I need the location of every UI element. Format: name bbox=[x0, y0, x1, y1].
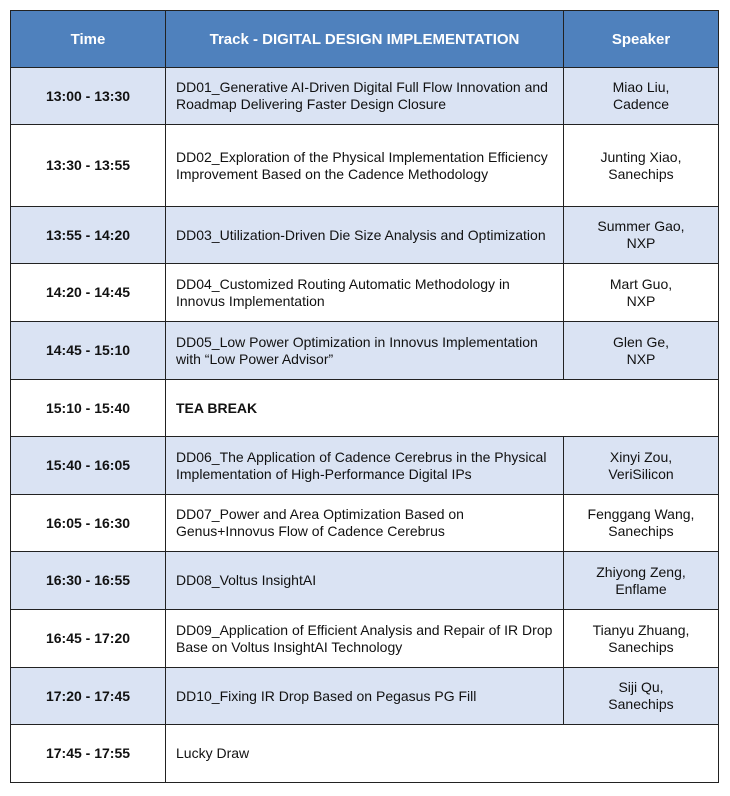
speaker-name: Tianyu Zhuang, bbox=[592, 621, 690, 638]
speaker-org: Sanechips bbox=[608, 696, 674, 712]
session-speaker bbox=[564, 207, 719, 264]
table-row bbox=[11, 610, 719, 668]
session-title: DD08_Voltus InsightAI bbox=[166, 552, 564, 610]
speaker-name: Miao Liu, bbox=[612, 79, 670, 95]
session-title: DD09_Application of Efficient Analysis and Repair of IR Drop Base on Voltus InsightAI Technology bbox=[166, 610, 564, 668]
header-row bbox=[11, 11, 719, 68]
break-label: TEA BREAK bbox=[166, 380, 719, 437]
table-row bbox=[11, 322, 719, 380]
session-time: 16:30 - 16:55 bbox=[11, 552, 166, 610]
table-row bbox=[11, 437, 719, 495]
session-speaker bbox=[564, 495, 719, 552]
session-speaker bbox=[564, 668, 719, 725]
session-title: DD06_The Application of Cadence Cerebrus in the Physical Implementation of High-Performance Digital IPs bbox=[166, 437, 564, 495]
table-row bbox=[11, 264, 719, 322]
table-row bbox=[11, 552, 719, 610]
speaker-name: Summer Gao, bbox=[597, 218, 685, 234]
speaker-name: Zhiyong Zeng, bbox=[596, 563, 686, 580]
session-time: 15:40 - 16:05 bbox=[11, 437, 166, 495]
speaker-org: Enflame bbox=[615, 580, 667, 597]
session-time: 13:30 - 13:55 bbox=[11, 125, 166, 207]
session-speaker bbox=[564, 125, 719, 207]
session-time: 15:10 - 15:40 bbox=[11, 380, 166, 437]
session-time: 13:00 - 13:30 bbox=[11, 68, 166, 125]
header-track: Track - DIGITAL DESIGN IMPLEMENTATION bbox=[166, 11, 564, 68]
speaker-name: Fenggang Wang, bbox=[587, 506, 695, 522]
agenda-table bbox=[10, 10, 719, 783]
session-title: DD02_Exploration of the Physical Implementation Efficiency Improvement Based on the Cadence Methodology bbox=[166, 125, 564, 207]
speaker-name: Siji Qu, bbox=[618, 679, 664, 695]
session-speaker bbox=[564, 322, 719, 380]
table-row bbox=[11, 125, 719, 207]
speaker-org: Cadence bbox=[612, 96, 670, 112]
session-time: 14:45 - 15:10 bbox=[11, 322, 166, 380]
session-speaker bbox=[564, 610, 719, 668]
table-row bbox=[11, 207, 719, 264]
table-row bbox=[11, 380, 719, 437]
speaker-name: Glen Ge, bbox=[612, 333, 670, 350]
session-title: DD10_Fixing IR Drop Based on Pegasus PG Fill bbox=[166, 668, 564, 725]
session-time: 16:45 - 17:20 bbox=[11, 610, 166, 668]
table-row bbox=[11, 725, 719, 783]
header-time: Time bbox=[11, 11, 166, 68]
session-title: DD03_Utilization-Driven Die Size Analysis and Optimization bbox=[166, 207, 564, 264]
table-row bbox=[11, 68, 719, 125]
speaker-org: Sanechips bbox=[608, 523, 674, 539]
speaker-name: Junting Xiao, bbox=[600, 148, 682, 165]
closing-label: Lucky Draw bbox=[166, 725, 719, 783]
speaker-name: Mart Guo, bbox=[609, 275, 673, 292]
session-time: 17:45 - 17:55 bbox=[11, 725, 166, 783]
session-speaker bbox=[564, 552, 719, 610]
session-title: DD04_Customized Routing Automatic Methodology in Innovus Implementation bbox=[166, 264, 564, 322]
session-time: 14:20 - 14:45 bbox=[11, 264, 166, 322]
session-time: 17:20 - 17:45 bbox=[11, 668, 166, 725]
session-speaker bbox=[564, 437, 719, 495]
header-speaker: Speaker bbox=[564, 11, 719, 68]
session-time: 16:05 - 16:30 bbox=[11, 495, 166, 552]
speaker-org: VeriSilicon bbox=[608, 465, 674, 482]
session-title: DD05_Low Power Optimization in Innovus Implementation with “Low Power Advisor” bbox=[166, 322, 564, 380]
speaker-name: Xinyi Zou, bbox=[609, 448, 673, 465]
session-speaker bbox=[564, 68, 719, 125]
speaker-org: Sanechips bbox=[608, 638, 674, 655]
speaker-org: NXP bbox=[626, 350, 656, 367]
session-speaker bbox=[564, 264, 719, 322]
session-time: 13:55 - 14:20 bbox=[11, 207, 166, 264]
speaker-org: Sanechips bbox=[608, 165, 674, 182]
speaker-org: NXP bbox=[626, 292, 656, 309]
speaker-org: NXP bbox=[626, 235, 656, 251]
table-row bbox=[11, 495, 719, 552]
session-title: DD07_Power and Area Optimization Based on Genus+Innovus Flow of Cadence Cerebrus bbox=[166, 495, 564, 552]
session-title: DD01_Generative AI-Driven Digital Full Flow Innovation and Roadmap Delivering Faster Design Closure bbox=[166, 68, 564, 125]
table-row bbox=[11, 668, 719, 725]
